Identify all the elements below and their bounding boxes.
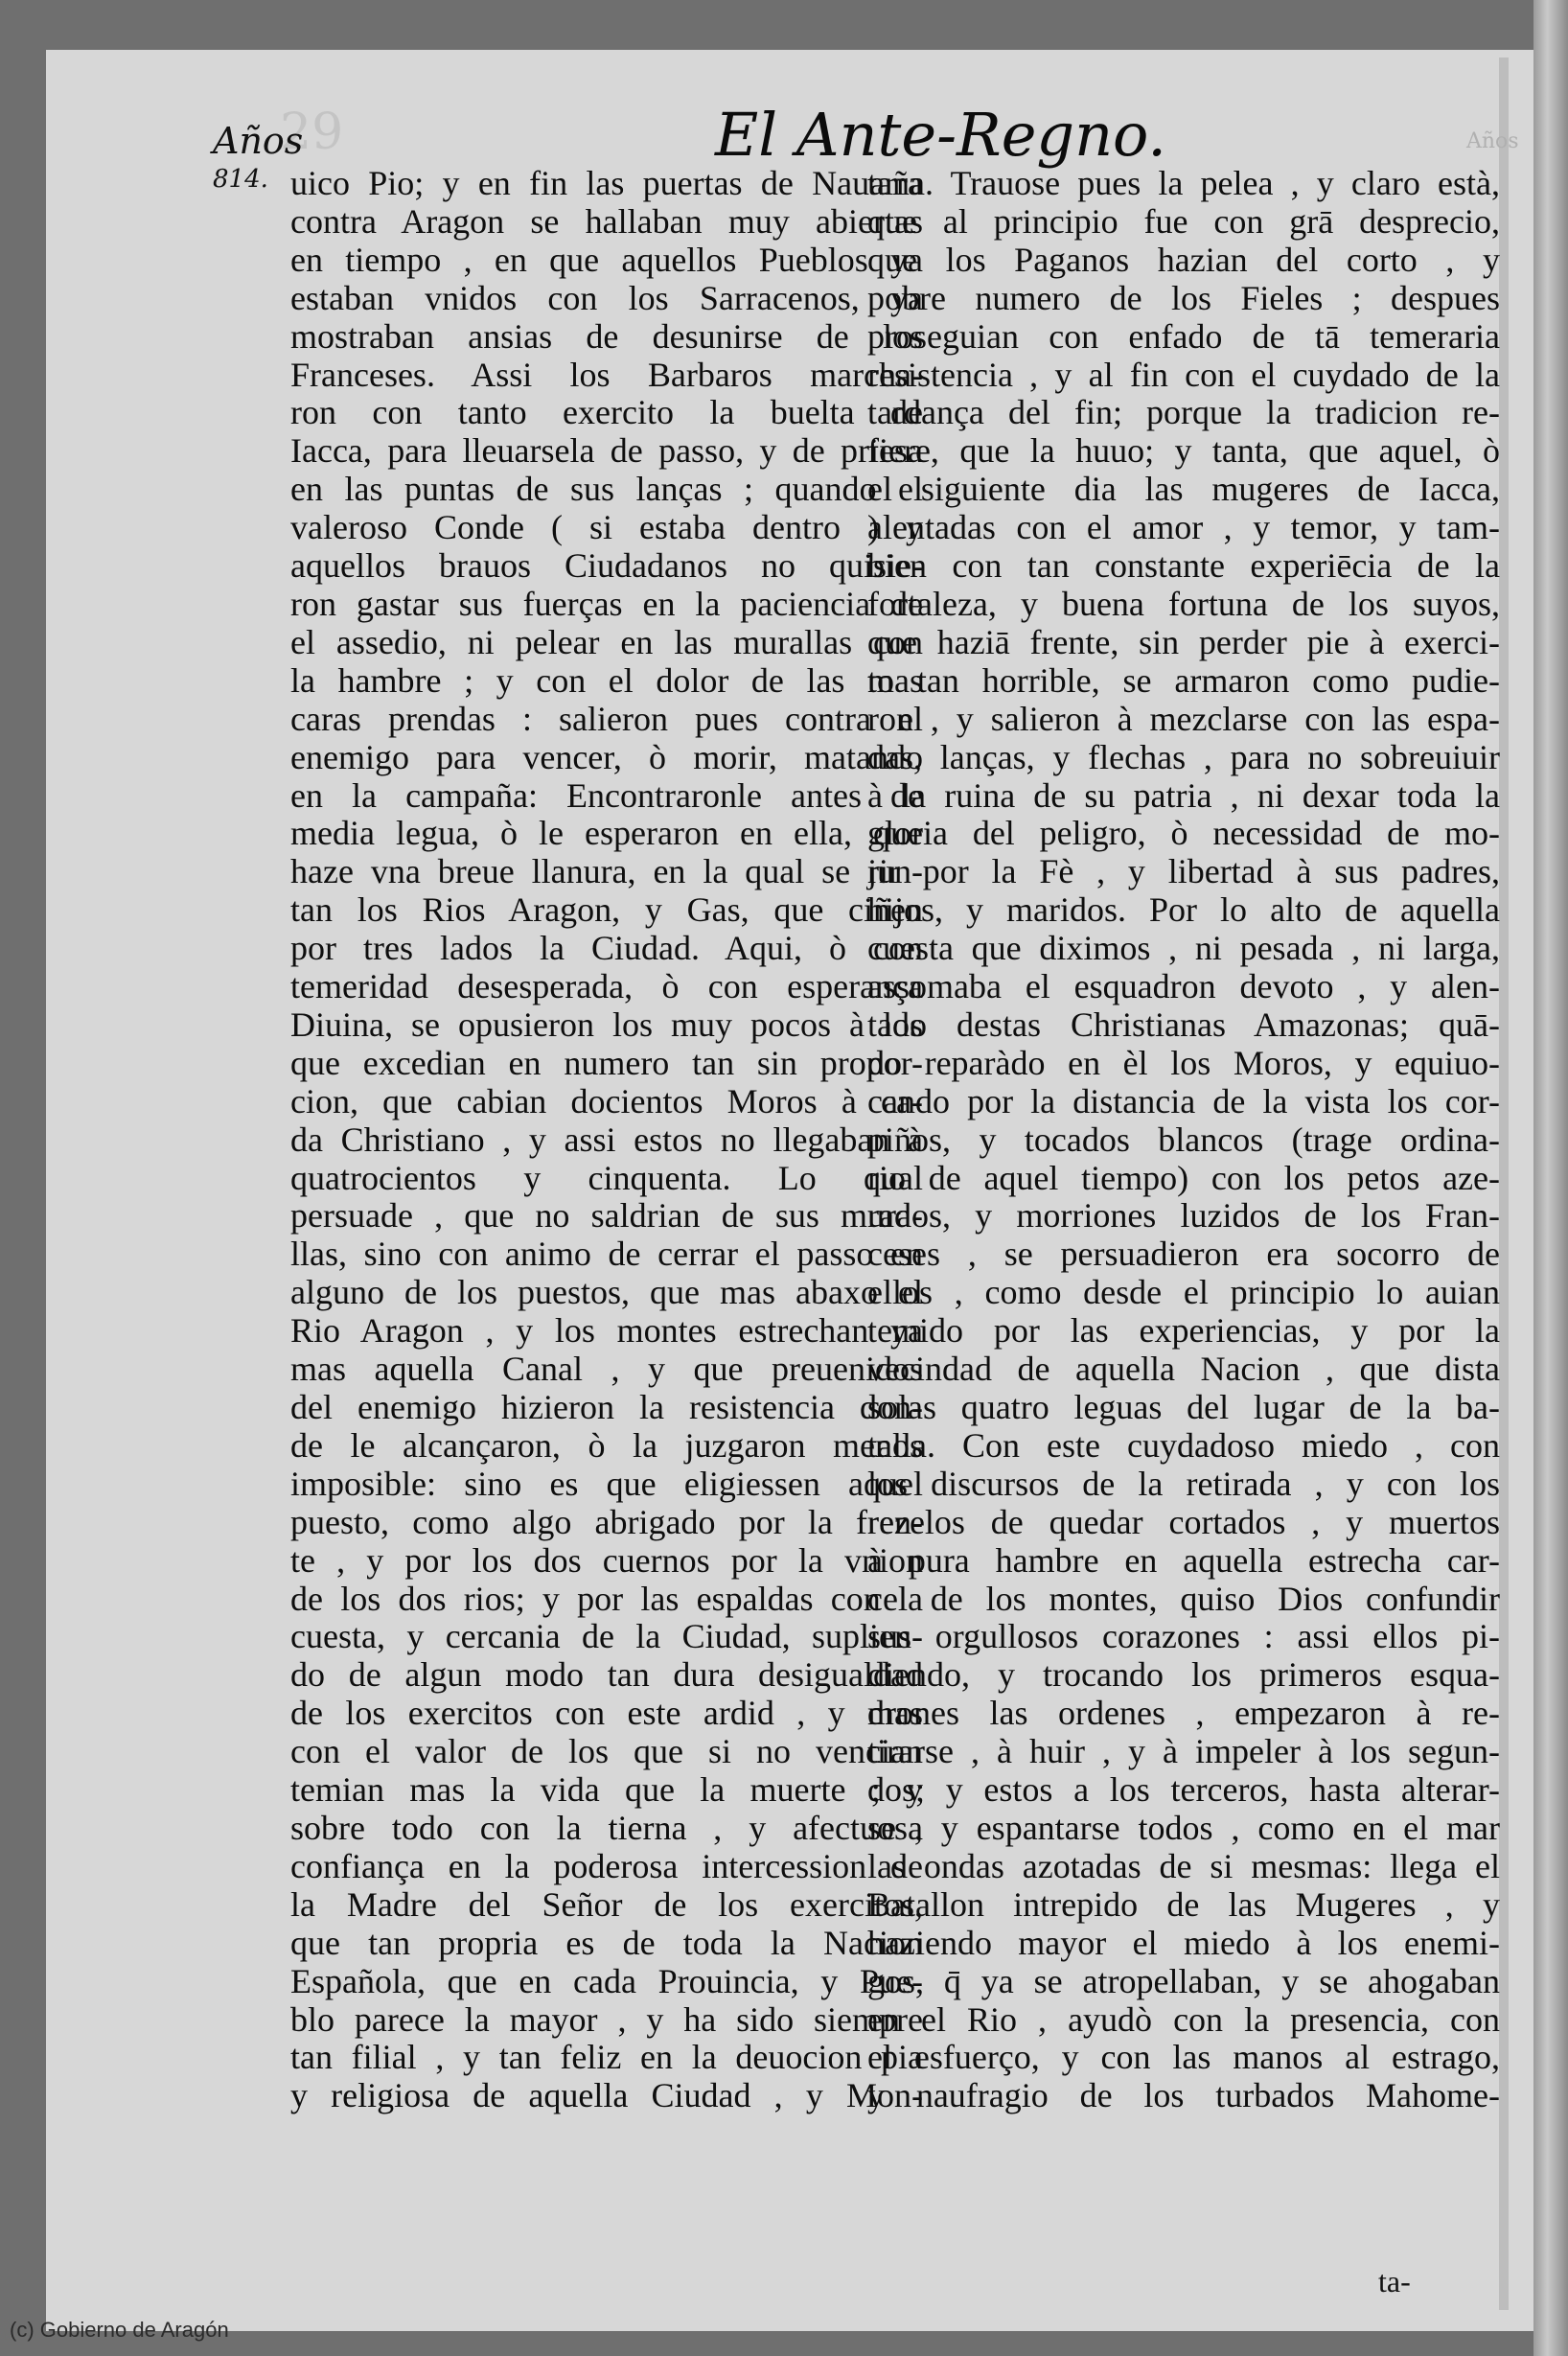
text-line: blo parece la mayor , y ha sido siempre <box>290 2000 923 2039</box>
text-line: ron con tanto exercito la buelta de <box>290 394 923 432</box>
pencil-folio-mark: 29 <box>280 104 344 161</box>
text-line: de le alcançaron, ò la juzgaron menos <box>290 1426 923 1465</box>
text-line: que tan propria es de toda la Nacion <box>290 1924 923 1962</box>
text-line: y naufragio de los turbados Mahome- <box>867 2077 1500 2115</box>
text-line: el esfuerço, y con las manos al estrago, <box>867 2039 1500 2077</box>
text-line: haziendo mayor el miedo à los enemi- <box>867 1924 1500 1962</box>
text-line: fiere, que la huuo; y tanta, que aquel, ò <box>867 432 1500 471</box>
text-line: Iacca, para lleuarsela de passo, y de priesa <box>290 432 923 471</box>
text-line: taña. Trauose pues la pelea , y claro està, <box>867 165 1500 202</box>
text-line: Franceses. Assi los Barbaros marcha- <box>290 356 923 394</box>
text-line: mas aquella Canal , y que preuenidos <box>290 1351 923 1389</box>
text-line: tirarse , à huir , y à impeler à los segun- <box>867 1733 1500 1771</box>
text-line: que excedian en numero tan sin propor- <box>290 1044 923 1082</box>
text-line: tardança del fin; porque la tradicion re- <box>867 394 1500 432</box>
text-line: media legua, ò le esperaron en ella, que <box>290 815 923 853</box>
text-line: Española, que en cada Prouincia, y Pue- <box>290 1962 923 2000</box>
text-line: da Christiano , y assi estos no llegaban à <box>290 1120 923 1159</box>
text-line: à la ruina de su patria , ni dexar toda la <box>867 776 1500 815</box>
text-line: contra Aragon se hallaban muy abiertas <box>290 202 923 241</box>
text-line: tado destas Christianas Amazonas; quā- <box>867 1005 1500 1044</box>
text-line: resistencia , y al fin con el cuydado de la <box>867 356 1500 394</box>
text-line: rezelos de quedar cortados , y muertos <box>867 1503 1500 1541</box>
text-line: imposible: sino es que eligiessen aquel <box>290 1465 923 1503</box>
text-line: pobre numero de los Fieles ; despues <box>867 279 1500 317</box>
text-line: por tres lados la Ciudad. Aqui, ò con <box>290 930 923 968</box>
text-line: llas, sino con animo de cerrar el passo en <box>290 1236 923 1274</box>
text-line: mostraban ansias de desunirse de los <box>290 317 923 356</box>
text-line: fortaleza, y buena fortuna de los suyos, <box>867 585 1500 623</box>
text-line: de los dos rios; y por las espaldas con la <box>290 1580 923 1618</box>
text-line: enemigo para vencer, ò morir, matando <box>290 738 923 776</box>
years-label: Años <box>213 120 304 162</box>
text-line: alentadas con el amor , y temor, y tam- <box>867 509 1500 547</box>
text-line: persuade , que no saldrian de sus mura- <box>290 1197 923 1236</box>
text-line: que al principio fue con grā desprecio, <box>867 202 1500 241</box>
text-line: drones las ordenes , empezaron à re- <box>867 1695 1500 1733</box>
text-line: estaban vnidos con los Sarracenos, ya <box>290 279 923 317</box>
text-line: hijos, y maridos. Por lo alto de aquella <box>867 891 1500 930</box>
text-column-right <box>867 165 1500 2115</box>
page-gutter <box>1499 58 1509 2310</box>
text-line: confiança en la poderosa intercession de <box>290 1847 923 1885</box>
text-line: puesto, como algo abrigado por la fren- <box>290 1503 923 1541</box>
text-line: ceses , se persuadieron era socorro de <box>867 1236 1500 1274</box>
page-edge <box>1533 0 1568 2356</box>
text-line: Rio Aragon , y los montes estrechan ya <box>290 1312 923 1351</box>
running-title: El Ante-Regno. <box>715 100 1166 170</box>
text-line: el assedio, ni pelear en las murallas con <box>290 623 923 661</box>
text-line: cuesta que diximos , ni pesada , ni larga, <box>867 930 1500 968</box>
text-line: ron , y salieron à mezclarse con las espa- <box>867 700 1500 738</box>
text-line: con el valor de los que si no vencian <box>290 1733 923 1771</box>
text-line: en la campaña: Encontraronle antes de <box>290 776 923 815</box>
text-line: los discursos de la retirada , y con los <box>867 1465 1500 1503</box>
text-line: sus orgullosos corazones : assi ellos pi- <box>867 1618 1500 1656</box>
show-through-text: Años <box>1466 129 1519 153</box>
text-line: rio de aquel tiempo) con los petos aze- <box>867 1159 1500 1197</box>
text-line: en el Rio , ayudò con la presencia, con <box>867 2000 1500 2039</box>
text-line: en tiempo , en que aquellos Pueblos ya <box>290 241 923 279</box>
copyright-notice: (c) Gobierno de Aragón <box>10 2318 229 2342</box>
text-line: y religiosa de aquella Ciudad , y Mon- <box>290 2077 923 2115</box>
text-line: Batallon intrepido de las Mugeres , y <box>867 1885 1500 1924</box>
text-line: aquellos brauos Ciudadanos no quisie- <box>290 547 923 586</box>
text-line: el siguiente dia las mugeres de Iacca, <box>867 471 1500 509</box>
text-line: ellos , como desde el principio lo auian <box>867 1274 1500 1312</box>
text-line: diendo, y trocando los primeros esqua- <box>867 1656 1500 1695</box>
catchword: ta- <box>1378 2264 1411 2298</box>
text-line: do de algun modo tan dura desigualdad <box>290 1656 923 1695</box>
text-line: haze vna breue llanura, en la qual se jun- <box>290 853 923 891</box>
text-line: proseguian con enfado de tā temeraria <box>867 317 1500 356</box>
text-line: Diuina, se opusieron los muy pocos à los <box>290 1005 923 1044</box>
text-line: dos; y estos a los terceros, hasta alterar- <box>867 1771 1500 1810</box>
text-line: uico Pio; y en fin las puertas de Nauarra <box>290 165 923 202</box>
text-line: de los exercitos con este ardid , y mas <box>290 1695 923 1733</box>
text-line: do reparàdo en èl los Moros, y equiuo- <box>867 1044 1500 1082</box>
text-line: vecindad de aquella Nacion , que dista <box>867 1351 1500 1389</box>
text-line: la Madre del Señor de los exercitos, <box>290 1885 923 1924</box>
text-line: cion, que cabian docientos Moros à ca- <box>290 1082 923 1120</box>
text-line: sobre todo con la tierna , y afectuosa <box>290 1809 923 1847</box>
text-line: ron gastar sus fuerças en la paciencia de <box>290 585 923 623</box>
text-line: cel de los montes, quiso Dios confundir <box>867 1580 1500 1618</box>
text-line: que haziā frente, sin perder pie à exerci- <box>867 623 1500 661</box>
text-line: das, lanças, y flechas , para no sobreuiuir <box>867 738 1500 776</box>
text-line: rir por la Fè , y libertad à sus padres, <box>867 853 1500 891</box>
text-line: que los Paganos hazian del corto , y <box>867 241 1500 279</box>
text-line: gloria del peligro, ò necessidad de mo- <box>867 815 1500 853</box>
text-line: se , y espantarse todos , como en el mar <box>867 1809 1500 1847</box>
text-line: tan los Rios Aragon, y Gas, que ciñen <box>290 891 923 930</box>
text-line: temian mas la vida que la muerte ; y <box>290 1771 923 1810</box>
text-line: à pura hambre en aquella estrecha car- <box>867 1541 1500 1580</box>
text-line: quatrocientos y cinquenta. Lo qual <box>290 1159 923 1197</box>
text-line: tan filial , y tan feliz en la deuocion pia <box>290 2039 923 2077</box>
text-line: cuesta, y cercania de la Ciudad, suplien- <box>290 1618 923 1656</box>
text-line: bien con tan constante experiēcia de la <box>867 547 1500 586</box>
text-line: assomaba el esquadron devoto , y alen- <box>867 968 1500 1006</box>
text-line: valeroso Conde ( si estaba dentro ) y <box>290 509 923 547</box>
text-line: te , y por los dos cuernos por la vnion <box>290 1541 923 1580</box>
text-line: en las puntas de sus lanças ; quando el <box>290 471 923 509</box>
text-line: piños, y tocados blancos (trage ordina- <box>867 1120 1500 1159</box>
text-line: to tan horrible, se armaron como pudie- <box>867 661 1500 700</box>
text-line: del enemigo hizieron la resistencia don- <box>290 1389 923 1426</box>
text-line: gos, q̄ ya se atropellaban, y se ahogaban <box>867 1962 1500 2000</box>
text-line: caras prendas : salieron pues contra el <box>290 700 923 738</box>
text-line: la hambre ; y con el dolor de las mas <box>290 661 923 700</box>
text-line: temeridad desesperada, ò con esperança <box>290 968 923 1006</box>
text-line: cando por la distancia de la vista los cor- <box>867 1082 1500 1120</box>
text-line: solas quatro leguas del lugar de la ba- <box>867 1389 1500 1426</box>
text-line: las ondas azotadas de si mesmas: llega el <box>867 1847 1500 1885</box>
text-column-left <box>290 165 923 2115</box>
text-line: talla. Con este cuydadoso miedo , con <box>867 1426 1500 1465</box>
text-line: alguno de los puestos, que mas abaxo el <box>290 1274 923 1312</box>
year-number: 814. <box>213 165 268 194</box>
text-line: rados, y morriones luzidos de los Fran- <box>867 1197 1500 1236</box>
text-line: temido por las experiencias, y por la <box>867 1312 1500 1351</box>
